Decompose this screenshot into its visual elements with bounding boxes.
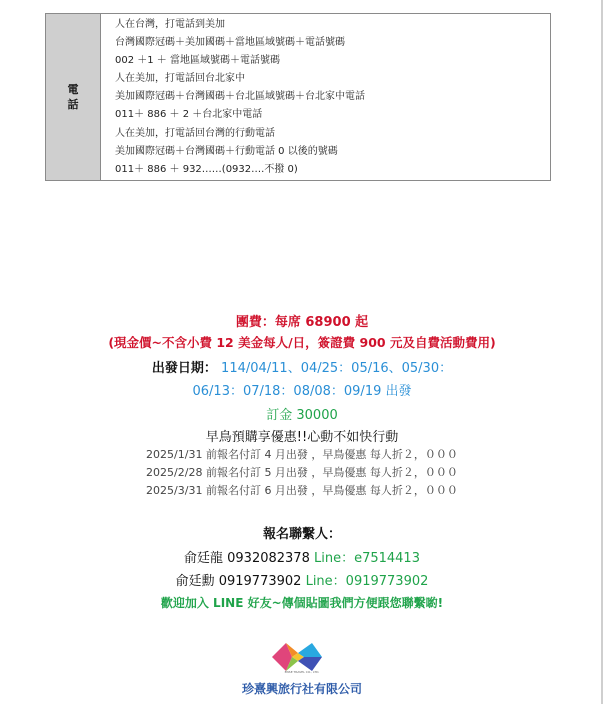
phone-line: 美加國際冠碼＋台灣國碼＋行動電話 0 以後的號碼 (115, 145, 338, 157)
contact-name-phone: 俞廷勳 0919773902 (175, 574, 302, 589)
early-bird-item: 2025/2/28 前報名付訂 5 月出發 ，早鳥優惠 每人折２，０００ (146, 466, 458, 479)
phone-label-char-2: 話 (67, 97, 79, 111)
phone-line: 011＋ 886 ＋ 932……(0932….不撥 0) (115, 163, 298, 175)
phone-line: 人在台灣，打電話到美加 (115, 19, 225, 30)
tour-fee: 團費：每席 68900 起 (235, 315, 369, 330)
phone-label-cell (46, 14, 101, 181)
early-bird-item: 2025/3/31 前報名付訂 6 月出發 ，早鳥優惠 每人折２，０００ (146, 484, 458, 497)
company-name: 珍熹興旅行社有限公司 (241, 682, 362, 696)
departure-label: 出發日期： (151, 361, 217, 376)
departure-dates-1: 114/04/11、04/25：05/16、05/30： (221, 361, 453, 376)
phone-line: 人在美加，打電話回台灣的行動電話 (115, 127, 275, 139)
deposit: 訂金 30000 (266, 408, 338, 423)
phone-line: 002 ＋1 ＋ 當地區域號碼＋電話號碼 (115, 55, 280, 67)
phone-label-char-1: 電 (67, 82, 79, 96)
phone-line: 011＋ 886 ＋ 2 ＋台北家中電話 (115, 109, 263, 121)
early-bird-title: 早鳥預購享優惠!!心動不如快行動 (205, 430, 399, 445)
phone-content-cell (101, 14, 551, 181)
contact-heading: 報名聯繫人： (262, 527, 341, 542)
early-bird-item: 2025/1/31 前報名付訂 4 月出發 ，早鳥優惠 每人折２，０００ (146, 448, 458, 461)
contact-name-phone: 俞廷龍 0932082378 (184, 551, 310, 566)
contact-row (0, 547, 604, 566)
contact-line-id: Line：e7514413 (313, 551, 420, 566)
phone-line: 美加國際冠碼＋台灣國碼＋台北區域號碼＋台北家中電話 (115, 91, 365, 103)
logo-caption: ENSE TRAVEL CO., LTD. (284, 670, 320, 674)
phone-line: 台灣國際冠碼＋美加國碼＋當地區域號碼＋電話號碼 (115, 37, 345, 49)
phone-info-table (45, 13, 551, 181)
departure-row-1 (0, 357, 604, 376)
phone-line: 人在美加，打電話回台北家中 (115, 73, 245, 85)
contact-row (0, 570, 604, 589)
contact-line-id: Line：0919773902 (305, 574, 429, 589)
price-note: (現金價~不含小費 12 美金每人/日，簽證費 900 元及自費活動費用) (108, 335, 496, 350)
line-invite: 歡迎加入 LINE 好友~傳個貼圖我們方便跟您聯繫喲! (160, 596, 444, 610)
departure-dates-2: 06/13：07/18：08/08：09/19 出發 (192, 384, 412, 399)
